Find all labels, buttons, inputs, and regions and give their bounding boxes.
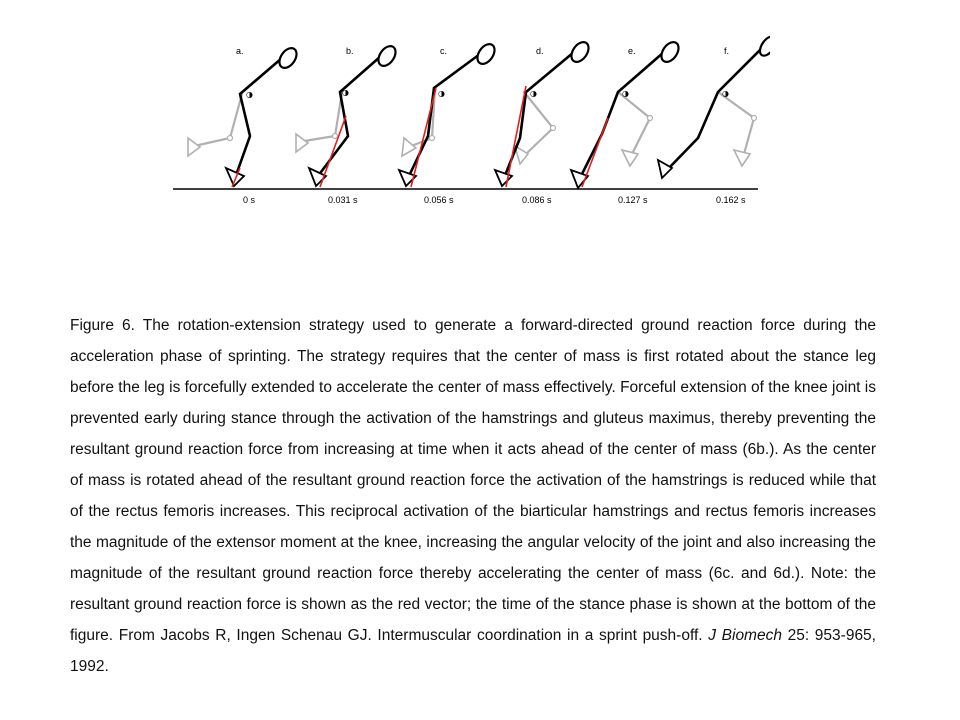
panel-label: a. xyxy=(236,46,244,56)
panel-e xyxy=(571,39,682,205)
time-label: 0.127 s xyxy=(618,195,648,205)
panel-label: b. xyxy=(346,46,354,56)
hip-marker-icon: ◑ xyxy=(438,89,445,98)
panel-c xyxy=(399,41,498,205)
panel-label: f. xyxy=(724,46,730,56)
panel-b xyxy=(296,43,399,205)
hip-marker-icon: ◑ xyxy=(722,89,729,98)
caption-main-text: Figure 6. The rotation-extension strategy used to generate a forward-directed ground reaction force during the acceleration phase of sprinting. The strategy requires that the center of mass is first rotated about the stance leg before the leg is forcefully extended to accelerate the center of mass effectively. Forceful extension of the knee joint is prevented early during stance through the activation of the hamstrings and gluteus maximus, thereby preventing the resultant ground reaction force from increasing at time when it acts ahead of the center of mass (6b.). As the center of mass is rotated ahead of the resultant ground reaction force the activation of the hamstrings is reduced while that of the rectus femoris increases. This reciprocal activation of the biarticular hamstrings and rectus femoris increases the magnitude of the extensor moment at the knee, increasing the angular velocity of the joint and also increasing the magnitude of the resultant ground reaction force thereby accelerating the center of mass (6c. and 6d.). Note: the resultant ground reaction force is shown as the red vector; the time of the stance phase is shown at the bottom of the figure. From Jacobs R, Ingen Schenau GJ. Intermuscular coordination in a sprint push-off. xyxy=(70,317,876,644)
hip-marker-icon: ◑ xyxy=(622,89,629,98)
panel-label: c. xyxy=(440,46,448,56)
time-label: 0 s xyxy=(243,195,256,205)
panel-label: d. xyxy=(536,46,544,56)
hip-marker-icon: ◑ xyxy=(246,90,253,99)
time-label: 0.031 s xyxy=(328,195,358,205)
time-label: 0.086 s xyxy=(522,195,552,205)
time-label: 0.162 s xyxy=(716,195,746,205)
caption-citation-tail: 25: 953-965, 1992. xyxy=(70,627,876,675)
caption-journal-name: J Biomech xyxy=(708,627,782,644)
panel-label: e. xyxy=(628,46,636,56)
time-label: 0.056 s xyxy=(424,195,454,205)
sprint-stick-figure-diagram xyxy=(170,30,770,210)
hip-marker-icon: ◑ xyxy=(530,89,537,98)
hip-marker-icon: ◑ xyxy=(342,88,349,97)
panel-a xyxy=(188,45,300,205)
panel-f xyxy=(658,34,770,205)
figure-caption xyxy=(70,310,876,682)
